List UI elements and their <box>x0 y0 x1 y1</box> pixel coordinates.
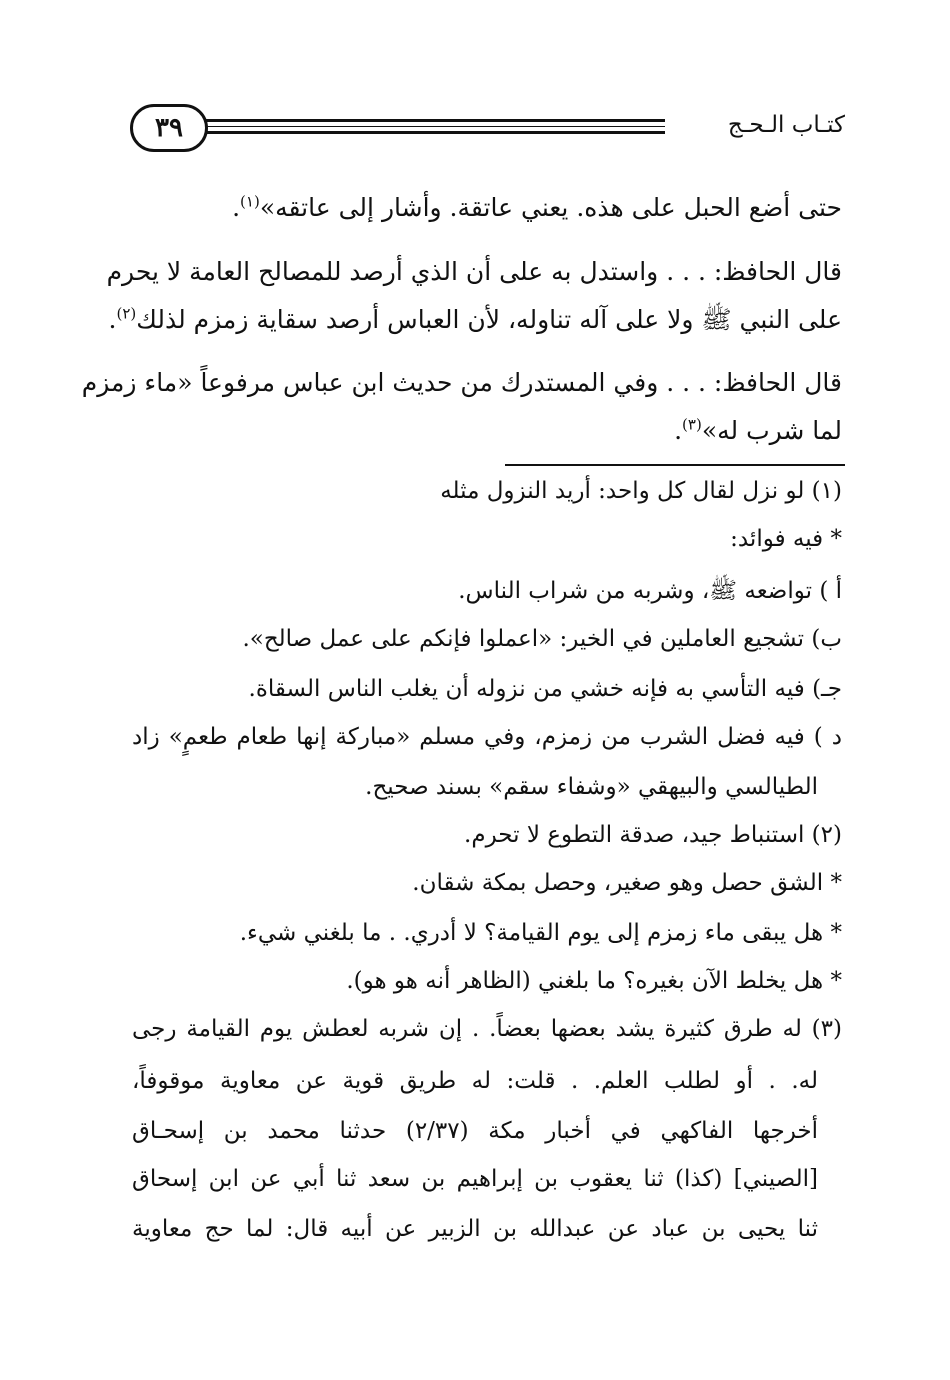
footnote-line-3: أ ) تواضعه ﷺ، وشربه من شراب الناس. <box>458 578 842 604</box>
footnote-line-2: * فيه فوائد: <box>730 526 842 552</box>
main-text-line-3-body: على النبي ﷺ ولا على آله تناوله، لأن العباس أرصد سقاية زمزم لذلك <box>136 305 842 334</box>
main-text-line-5 <box>132 411 842 451</box>
page-number-badge: ٣٩ <box>130 104 208 152</box>
footnote-line-12: (٣) له طرق كثيرة يشد بعضها بعضاً. . إن شربه لعطش يوم القيامة رجى <box>132 1016 842 1042</box>
main-text-line-1-body: حتى أضع الحبل على هذه. يعني عاتقة. وأشار إلى عاتقه» <box>259 193 842 222</box>
footnote-separator <box>505 464 845 466</box>
main-text-line-4: قال الحافظ: . . . وفي المستدرك من حديث ابن عباس مرفوعاً «ماء زمزم <box>81 368 842 397</box>
main-text-line-5-body: لما شرب له» <box>701 416 842 445</box>
footnote-line-5: جـ) فيه التأسي به فإنه خشي من نزوله أن يغلب الناس السقاة. <box>248 676 842 702</box>
footnote-line-15: [الصيني] (كذا) ثنا يعقوب بن إبراهيم بن سعد ثنا أبي عن ابن إسحاق <box>132 1166 818 1192</box>
footnote-line-13: له. . أو لطلب العلم. . قلت: له طريق قوية عن معاوية موقوفاً، <box>132 1068 818 1094</box>
header-rule-thick-bottom <box>205 131 665 134</box>
footnote-line-9: * الشق حصل وهو صغير، وحصل بمكة شقان. <box>412 870 842 896</box>
footnote-line-4: ب) تشجيع العاملين في الخير: «اعملوا فإنكم على عمل صالح». <box>242 626 842 652</box>
footnote-line-8: (٢) استنباط جيد، صدقة التطوع لا تحرم. <box>464 822 842 848</box>
main-text-line-1-end: . <box>232 193 241 222</box>
footnote-line-6: د ) فيه فضل الشرب من زمزم، وفي مسلم «مباركة إنها طعام طعمٍ» زاد <box>132 724 842 750</box>
main-text-line-2: قال الحافظ: . . . واستدل به على أن الذي أرصد للمصالح العامة لا يحرم <box>106 257 842 286</box>
header-rule-thick-top <box>205 119 665 122</box>
footnote-line-10: * هل يبقى ماء زمزم إلى يوم القيامة؟ لا أدري. . ما بلغني شيء. <box>239 920 842 946</box>
page-header <box>130 96 845 166</box>
main-text-line-5-end: . <box>674 416 683 445</box>
footnote-ref-3: (٣) <box>682 415 702 434</box>
header-rule-thin <box>205 126 665 127</box>
footnote-line-14: أخرجها الفاكهي في أخبار مكة (٢/٣٧) حدثنا محمد بن إسحـاق <box>132 1118 818 1144</box>
footnote-line-1: (١) لو نزل لقال كل واحد: أريد النزول مثله <box>440 478 842 504</box>
footnote-line-16: ثنا يحيى بن عباد عن عبدالله بن الزبير عن أبيه قال: لما حج معاوية <box>132 1216 818 1242</box>
footnote-ref-1: (١) <box>240 192 260 211</box>
footnote-ref-2: (٢) <box>116 304 137 323</box>
footnote-line-11: * هل يخلط الآن بغيره؟ ما بلغني (الظاهر أنه هو هو). <box>346 968 842 994</box>
running-book-title: كتـاب الـحـج <box>727 112 845 138</box>
footnote-line-7: الطيالسي والبيهقي «وشفاء سقم» بسند صحيح. <box>365 774 818 800</box>
main-text-line-1 <box>132 188 842 228</box>
main-text-line-3-end: . <box>108 305 117 334</box>
main-text-line-3 <box>108 300 842 340</box>
